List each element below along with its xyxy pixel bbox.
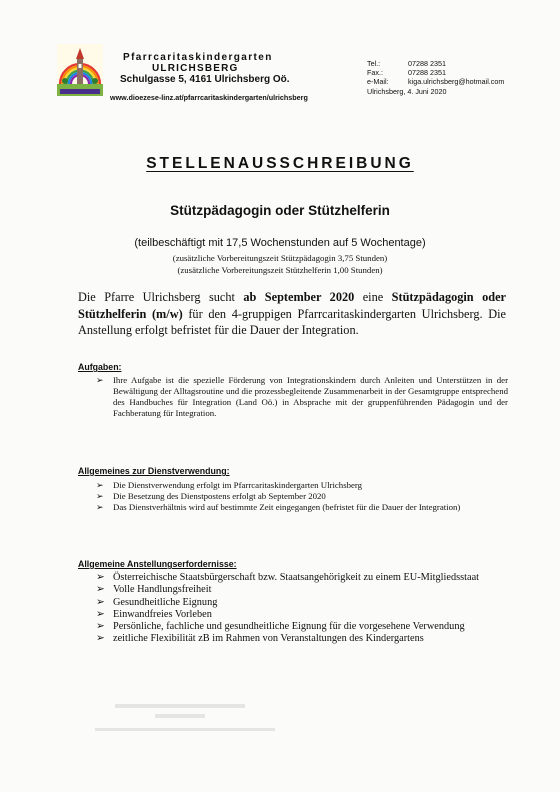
org-website: www.dioezese-linz.at/pfarrcaritaskindergarten/ulrichsberg xyxy=(110,93,308,102)
page-heading: STELLENAUSSCHREIBUNG xyxy=(146,155,414,172)
list-item-text: Die Dienstverwendung erfolgt im Pfarrcaritaskindergarten Ulrichsberg xyxy=(113,480,363,490)
list-item-text: Volle Handlungsfreiheit xyxy=(113,584,212,596)
contact-value: kiga.ulrichsberg@hotmail.com xyxy=(408,77,505,87)
list-item xyxy=(96,609,508,621)
bullet-arrow-icon: ➢ xyxy=(96,584,105,596)
org-location: ULRICHSBERG xyxy=(152,63,239,74)
list-item-text: zeitliche Flexibilität zB im Rahmen von Veranstaltungen des Kindergartens xyxy=(113,633,424,645)
bullet-arrow-icon: ➢ xyxy=(96,572,105,583)
faint-stamp-bleedthrough xyxy=(95,702,295,738)
org-name: Pfarrcaritaskindergarten xyxy=(123,52,273,63)
list-item xyxy=(96,597,508,609)
section-title-employment: Allgemeines zur Dienstverwendung: xyxy=(78,466,230,476)
date-line: Ulrichsberg, 4. Juni 2020 xyxy=(367,86,447,96)
requirements-list xyxy=(96,572,508,646)
bullet-arrow-icon: ➢ xyxy=(96,491,104,502)
org-address: Schulgasse 5, 4161 Ulrichsberg Oö. xyxy=(120,74,290,85)
list-item-text: Das Dienstverhältnis wird auf bestimmte Zeit eingegangen (befristet für die Dauer der Integration) xyxy=(113,502,461,513)
bullet-arrow-icon: ➢ xyxy=(96,633,105,645)
contact-label: Tel.: xyxy=(367,59,381,68)
list-item-text: Einwandfreies Vorleben xyxy=(113,608,212,620)
kindergarten-logo xyxy=(57,44,103,96)
list-item-text: Österreichische Staatsbürgerschaft bzw. Staatsangehörigkeit zu einem EU-Mitgliedsstaat xyxy=(113,572,479,583)
bullet-arrow-icon: ➢ xyxy=(96,375,104,385)
bullet-arrow-icon: ➢ xyxy=(96,608,105,620)
list-item xyxy=(96,491,508,502)
bullet-arrow-icon: ➢ xyxy=(96,502,104,513)
list-item-text: Persönliche, fachliche und gesundheitliche Eignung für die vorgesehene Verwendung xyxy=(113,621,465,633)
intro-start-date: ab September 2020 xyxy=(243,290,355,304)
list-item-text: Gesundheitliche Eignung xyxy=(113,596,218,608)
contact-label: Fax.: xyxy=(367,68,383,78)
section-title-tasks: Aufgaben: xyxy=(78,362,122,372)
bullet-arrow-icon: ➢ xyxy=(96,480,104,490)
prep-time-note: (zusätzliche Vorbereitungszeit Stützpädagogin 3,75 Stunden) xyxy=(172,253,388,263)
contact-value: 07288 2351 xyxy=(408,59,446,68)
list-item xyxy=(96,375,508,419)
contact-block xyxy=(367,59,504,96)
list-item xyxy=(96,480,508,491)
list-item xyxy=(96,621,508,633)
prep-time-note: (zusätzliche Vorbereitungszeit Stützhelferin 1,00 Stunden) xyxy=(177,265,383,275)
list-item xyxy=(96,633,508,645)
employment-list xyxy=(96,480,508,513)
section-title-requirements: Allgemeine Anstellungserfordernisse: xyxy=(78,559,237,569)
contact-row-tel xyxy=(367,59,504,68)
tasks-list xyxy=(96,375,508,419)
list-item xyxy=(96,584,508,596)
contact-row-email xyxy=(367,77,504,86)
intro-text: für den 4-gruppigen Pfarrcaritaskindergarten Ulrichsberg. Die Anstellung erfolgt befristet für die Dauer der Integration. xyxy=(78,306,506,337)
intro-position: Stützpädagogin oder Stützhelferin (m/w) xyxy=(78,290,506,321)
bullet-arrow-icon: ➢ xyxy=(96,596,105,608)
bullet-arrow-icon: ➢ xyxy=(96,621,105,633)
contact-row-fax xyxy=(367,68,504,77)
intro-text: eine xyxy=(354,290,392,304)
contact-label: e-Mail: xyxy=(367,77,389,87)
list-item xyxy=(96,572,508,584)
list-item-text: Ihre Aufgabe ist die spezielle Förderung von Integrationskindern durch Anleiten und Unterstützen in der Bewältigung der Alltagsroutine und die prozessbegleitende Zusammenarbeit in der Gesamtgruppe entsprechend des Handbuches für Integration (Land Oö.) in Absprache mit der gruppenführenden Pädagogin und der Fachberatung für Integration. xyxy=(113,375,508,419)
contact-value: 07288 2351 xyxy=(408,68,446,78)
list-item xyxy=(96,502,508,513)
list-item-text: Die Besetzung des Dienstpostens erfolgt ab September 2020 xyxy=(113,491,326,502)
intro-paragraph xyxy=(78,289,506,339)
intro-text: Die Pfarre Ulrichsberg sucht xyxy=(78,290,244,304)
working-hours: (teilbeschäftigt mit 17,5 Wochenstunden auf 5 Wochentage) xyxy=(134,237,426,249)
position-title: Stützpädagogin oder Stützhelferin xyxy=(170,203,390,218)
